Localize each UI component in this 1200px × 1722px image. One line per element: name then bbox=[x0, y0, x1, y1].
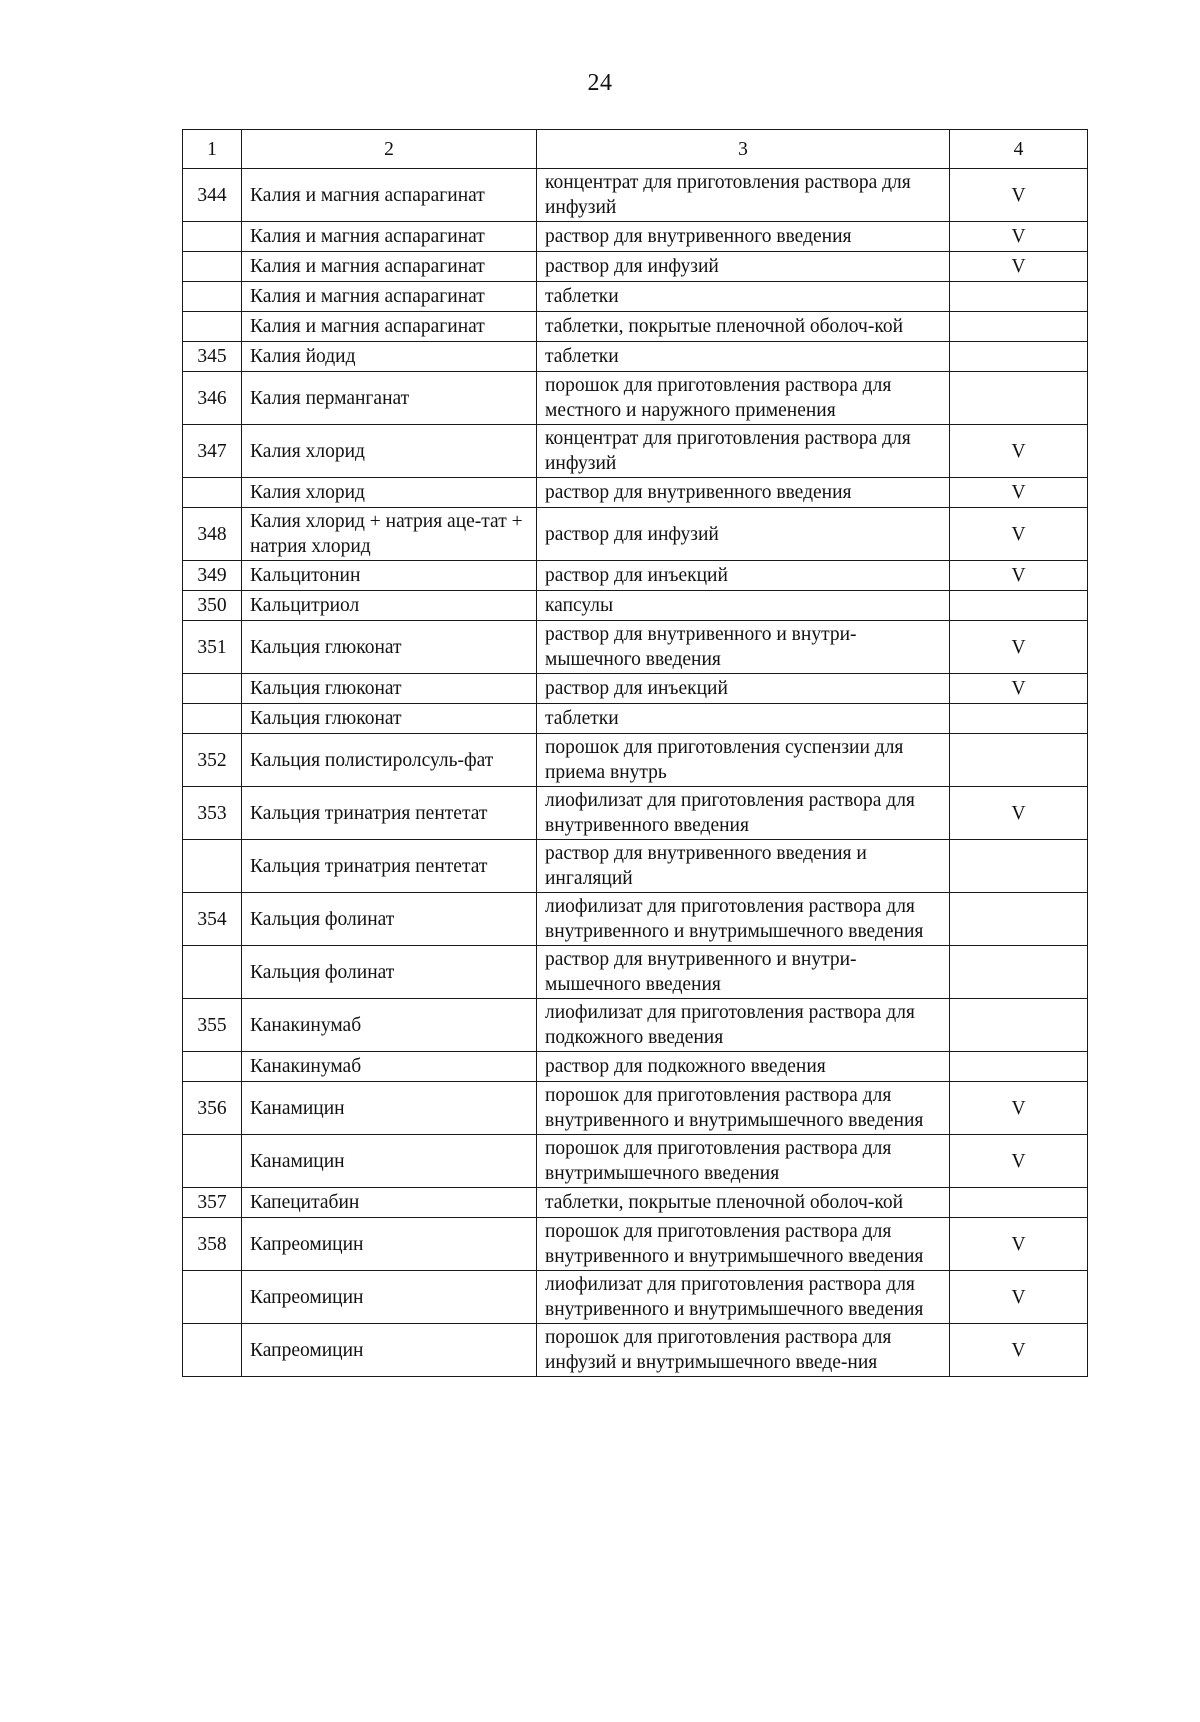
dosage-form-cell: раствор для внутривенного и внутри-мышечного введения bbox=[537, 621, 950, 674]
row-number-cell: 356 bbox=[183, 1082, 242, 1135]
row-number-cell: 352 bbox=[183, 734, 242, 787]
mark-cell: V bbox=[950, 1135, 1088, 1188]
dosage-form-cell: раствор для внутривенного и внутри-мышечного введения bbox=[537, 946, 950, 999]
table-row bbox=[183, 1324, 1088, 1377]
dosage-form-cell: лиофилизат для приготовления раствора для подкожного введения bbox=[537, 999, 950, 1052]
table-row bbox=[183, 252, 1088, 282]
row-number-cell: 357 bbox=[183, 1188, 242, 1218]
row-number-cell: 353 bbox=[183, 787, 242, 840]
table-row bbox=[183, 999, 1088, 1052]
row-number-cell: 351 bbox=[183, 621, 242, 674]
drug-name-cell: Канакинумаб bbox=[242, 1052, 537, 1082]
row-number-cell: 345 bbox=[183, 342, 242, 372]
dosage-form-cell: порошок для приготовления раствора для внутривенного и внутримышечного введения bbox=[537, 1082, 950, 1135]
table-row bbox=[183, 787, 1088, 840]
table-row bbox=[183, 621, 1088, 674]
mark-cell bbox=[950, 734, 1088, 787]
row-number-cell: 354 bbox=[183, 893, 242, 946]
dosage-form-cell: лиофилизат для приготовления раствора для внутривенного введения bbox=[537, 787, 950, 840]
dosage-form-cell: концентрат для приготовления раствора для инфузий bbox=[537, 169, 950, 222]
mark-cell bbox=[950, 840, 1088, 893]
drug-name-cell: Капецитабин bbox=[242, 1188, 537, 1218]
dosage-form-cell: раствор для внутривенного введения bbox=[537, 222, 950, 252]
dosage-form-cell: лиофилизат для приготовления раствора для внутривенного и внутримышечного введения bbox=[537, 1271, 950, 1324]
table-row bbox=[183, 478, 1088, 508]
table-row bbox=[183, 1188, 1088, 1218]
row-number-cell: 349 bbox=[183, 561, 242, 591]
table-row bbox=[183, 222, 1088, 252]
table-row bbox=[183, 312, 1088, 342]
drug-name-cell: Кальция фолинат bbox=[242, 946, 537, 999]
dosage-form-cell: порошок для приготовления раствора для инфузий и внутримышечного введе-ния bbox=[537, 1324, 950, 1377]
drug-list-table bbox=[182, 129, 1088, 1377]
row-number-cell bbox=[183, 840, 242, 893]
mark-cell: V bbox=[950, 478, 1088, 508]
dosage-form-cell: раствор для инъекций bbox=[537, 561, 950, 591]
row-number-cell bbox=[183, 222, 242, 252]
table-header-row bbox=[183, 130, 1088, 169]
dosage-form-cell: раствор для внутривенного введения и ингаляций bbox=[537, 840, 950, 893]
table-row bbox=[183, 1082, 1088, 1135]
dosage-form-cell: раствор для инфузий bbox=[537, 508, 950, 561]
row-number-cell: 346 bbox=[183, 372, 242, 425]
dosage-form-cell: порошок для приготовления раствора для внутривенного и внутримышечного введения bbox=[537, 1218, 950, 1271]
row-number-cell bbox=[183, 1271, 242, 1324]
mark-cell: V bbox=[950, 169, 1088, 222]
row-number-cell bbox=[183, 1052, 242, 1082]
row-number-cell bbox=[183, 704, 242, 734]
drug-name-cell: Калия и магния аспарагинат bbox=[242, 252, 537, 282]
mark-cell bbox=[950, 704, 1088, 734]
dosage-form-cell: порошок для приготовления раствора для местного и наружного применения bbox=[537, 372, 950, 425]
row-number-cell bbox=[183, 478, 242, 508]
mark-cell bbox=[950, 946, 1088, 999]
mark-cell: V bbox=[950, 425, 1088, 478]
column-header-mark: 4 bbox=[950, 130, 1088, 169]
mark-cell: V bbox=[950, 1082, 1088, 1135]
dosage-form-cell: таблетки bbox=[537, 704, 950, 734]
drug-name-cell: Кальция глюконат bbox=[242, 674, 537, 704]
drug-name-cell: Калия перманганат bbox=[242, 372, 537, 425]
drug-name-cell: Калия хлорид bbox=[242, 425, 537, 478]
mark-cell bbox=[950, 282, 1088, 312]
row-number-cell bbox=[183, 312, 242, 342]
mark-cell bbox=[950, 999, 1088, 1052]
table-row bbox=[183, 169, 1088, 222]
table-row bbox=[183, 1271, 1088, 1324]
drug-name-cell: Калия и магния аспарагинат bbox=[242, 169, 537, 222]
dosage-form-cell: раствор для инъекций bbox=[537, 674, 950, 704]
mark-cell: V bbox=[950, 508, 1088, 561]
drug-name-cell: Канакинумаб bbox=[242, 999, 537, 1052]
table-row bbox=[183, 342, 1088, 372]
drug-name-cell: Капреомицин bbox=[242, 1218, 537, 1271]
dosage-form-cell: концентрат для приготовления раствора для инфузий bbox=[537, 425, 950, 478]
mark-cell: V bbox=[950, 1271, 1088, 1324]
mark-cell bbox=[950, 372, 1088, 425]
table-row bbox=[183, 282, 1088, 312]
dosage-form-cell: порошок для приготовления раствора для внутримышечного введения bbox=[537, 1135, 950, 1188]
drug-name-cell: Кальцитриол bbox=[242, 591, 537, 621]
mark-cell: V bbox=[950, 222, 1088, 252]
row-number-cell bbox=[183, 1324, 242, 1377]
row-number-cell bbox=[183, 1135, 242, 1188]
mark-cell: V bbox=[950, 621, 1088, 674]
table-row bbox=[183, 840, 1088, 893]
drug-name-cell: Капреомицин bbox=[242, 1271, 537, 1324]
drug-name-cell: Кальция глюконат bbox=[242, 621, 537, 674]
row-number-cell bbox=[183, 946, 242, 999]
dosage-form-cell: таблетки bbox=[537, 342, 950, 372]
page-number: 24 bbox=[587, 70, 613, 96]
mark-cell bbox=[950, 1188, 1088, 1218]
drug-name-cell: Кальцитонин bbox=[242, 561, 537, 591]
dosage-form-cell: порошок для приготовления суспензии для приема внутрь bbox=[537, 734, 950, 787]
drug-name-cell: Калия и магния аспарагинат bbox=[242, 222, 537, 252]
dosage-form-cell: капсулы bbox=[537, 591, 950, 621]
mark-cell bbox=[950, 342, 1088, 372]
column-header-number: 1 bbox=[183, 130, 242, 169]
table-row bbox=[183, 674, 1088, 704]
row-number-cell: 350 bbox=[183, 591, 242, 621]
table-row bbox=[183, 425, 1088, 478]
table-row bbox=[183, 508, 1088, 561]
table-row bbox=[183, 1135, 1088, 1188]
column-header-name: 2 bbox=[242, 130, 537, 169]
dosage-form-cell: раствор для внутривенного введения bbox=[537, 478, 950, 508]
drug-name-cell: Калия йодид bbox=[242, 342, 537, 372]
row-number-cell: 358 bbox=[183, 1218, 242, 1271]
drug-name-cell: Кальция тринатрия пентетат bbox=[242, 840, 537, 893]
mark-cell bbox=[950, 1052, 1088, 1082]
row-number-cell: 347 bbox=[183, 425, 242, 478]
mark-cell bbox=[950, 893, 1088, 946]
mark-cell: V bbox=[950, 1218, 1088, 1271]
mark-cell: V bbox=[950, 561, 1088, 591]
drug-name-cell: Калия хлорид bbox=[242, 478, 537, 508]
drug-name-cell: Кальция глюконат bbox=[242, 704, 537, 734]
dosage-form-cell: раствор для инфузий bbox=[537, 252, 950, 282]
table-row bbox=[183, 704, 1088, 734]
dosage-form-cell: таблетки bbox=[537, 282, 950, 312]
table-row bbox=[183, 591, 1088, 621]
table-body bbox=[183, 169, 1088, 1377]
mark-cell bbox=[950, 591, 1088, 621]
table-row bbox=[183, 893, 1088, 946]
dosage-form-cell: лиофилизат для приготовления раствора для внутривенного и внутримышечного введения bbox=[537, 893, 950, 946]
table-row bbox=[183, 372, 1088, 425]
drug-name-cell: Кальция тринатрия пентетат bbox=[242, 787, 537, 840]
row-number-cell bbox=[183, 252, 242, 282]
mark-cell: V bbox=[950, 787, 1088, 840]
dosage-form-cell: раствор для подкожного введения bbox=[537, 1052, 950, 1082]
row-number-cell: 348 bbox=[183, 508, 242, 561]
row-number-cell bbox=[183, 282, 242, 312]
table-row bbox=[183, 734, 1088, 787]
table-row bbox=[183, 946, 1088, 999]
mark-cell bbox=[950, 312, 1088, 342]
dosage-form-cell: таблетки, покрытые пленочной оболоч-кой bbox=[537, 1188, 950, 1218]
drug-name-cell: Калия и магния аспарагинат bbox=[242, 282, 537, 312]
mark-cell: V bbox=[950, 252, 1088, 282]
drug-name-cell: Калия хлорид + натрия аце-тат + натрия хлорид bbox=[242, 508, 537, 561]
table-row bbox=[183, 1052, 1088, 1082]
row-number-cell bbox=[183, 674, 242, 704]
drug-name-cell: Калия и магния аспарагинат bbox=[242, 312, 537, 342]
mark-cell: V bbox=[950, 1324, 1088, 1377]
table-row bbox=[183, 561, 1088, 591]
table-row bbox=[183, 1218, 1088, 1271]
row-number-cell: 344 bbox=[183, 169, 242, 222]
drug-name-cell: Кальция полистиролсуль-фат bbox=[242, 734, 537, 787]
column-header-form: 3 bbox=[537, 130, 950, 169]
dosage-form-cell: таблетки, покрытые пленочной оболоч-кой bbox=[537, 312, 950, 342]
mark-cell: V bbox=[950, 674, 1088, 704]
drug-name-cell: Канамицин bbox=[242, 1135, 537, 1188]
drug-name-cell: Капреомицин bbox=[242, 1324, 537, 1377]
row-number-cell: 355 bbox=[183, 999, 242, 1052]
drug-name-cell: Канамицин bbox=[242, 1082, 537, 1135]
drug-name-cell: Кальция фолинат bbox=[242, 893, 537, 946]
